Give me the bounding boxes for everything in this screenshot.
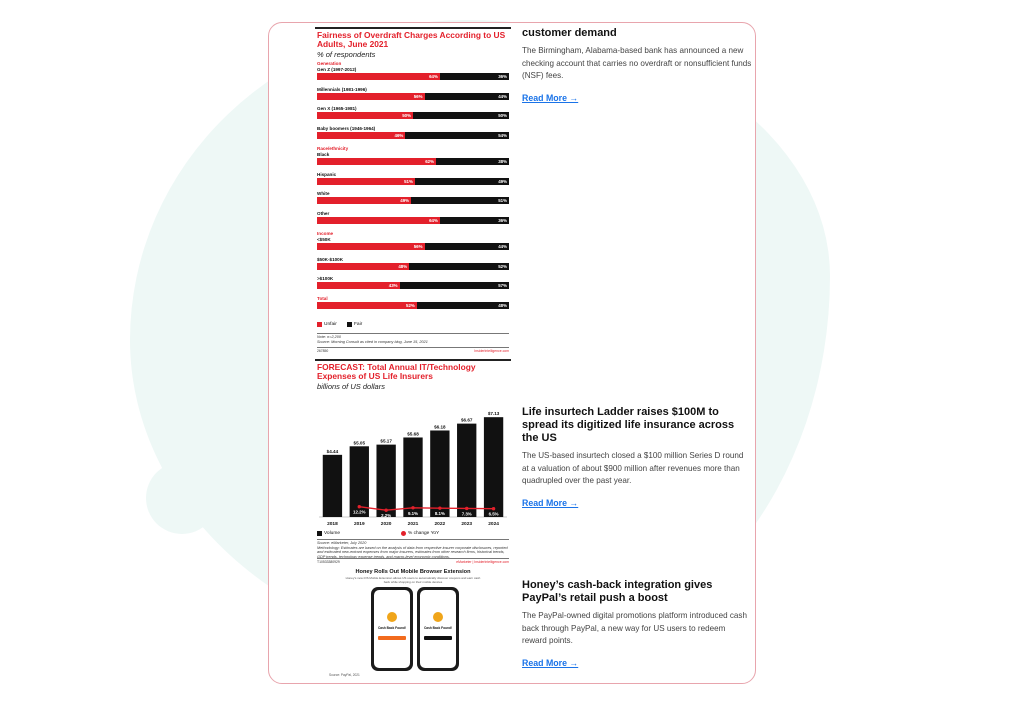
chart1-bar-row [317,158,509,165]
chart1-source: Source: Morning Consult as cited in company blog, June 15, 2021 [317,339,428,344]
bar-fair: 48% [417,302,509,309]
chart1-group-label: Race/ethnicity [317,146,349,151]
bar-unfair: 56% [317,93,425,100]
legend-volume-label: Volume [324,531,340,536]
chart1-id: 267850 [317,349,329,353]
x-tick-label: 2019 [353,522,365,527]
x-tick-label: 2020 [380,522,392,527]
it-expenses-chart [315,359,511,559]
chart1-bar-row [317,132,509,139]
phone-right-card-text: Cash Back Found! [424,626,452,630]
volume-bar-label: $7.13 [487,411,500,417]
chart1-bar-row [317,178,509,185]
chart1-bar-row [317,263,509,270]
bar-unfair: 64% [317,217,440,224]
background-circle [146,462,218,534]
chart1-bar-row [317,282,509,289]
phone-mockup-left [371,587,413,671]
article-1 [522,27,752,106]
chart1-row-label: Black [317,152,330,157]
yoy-label: 2.2% [381,513,392,519]
phone-left-card-text: Cash Back Found! [378,626,406,630]
yoy-label: 6.5% [488,511,499,517]
x-tick-label: 2024 [488,522,499,527]
image3-title: Honey Rolls Out Mobile Browser Extension [355,569,471,575]
chart1-bar-row [317,93,509,100]
bar-unfair: 56% [317,243,425,250]
bar-fair: 38% [436,158,509,165]
chart2-note [317,539,509,559]
yoy-point [492,507,495,510]
volume-bar-label: $4.44 [326,448,339,454]
volume-bar-label: $6.67 [460,417,473,423]
chart2-plot [315,395,511,529]
bar-fair: 52% [409,263,509,270]
chart1-row-label: Baby boomers (1946-1964) [317,125,376,131]
chart1-brand: InsiderIntelligence.com [474,349,509,353]
chart1-row-label: White [317,191,330,197]
volume-bar-label: $5.17 [380,438,392,444]
legend-volume-swatch [317,531,322,536]
article-3-body: The PayPal-owned digital promotions platform introduced cash back through PayPal, a new way for US users to redeem reward points. [522,611,747,646]
legend-unfair-label: Unfair [324,322,337,327]
chart1-bar-row [317,217,509,224]
bar-unfair: 43% [317,282,400,289]
chart1-row-label: $50K-$100K [317,256,344,262]
chart2-methodology: Methodology: Estimates are based on the analysis of data from respective insurer corporate disclosures, reported and estimated new-entrant expenses from major insurers, estimates from other research firms, historical trends, GDP trends, technology expense trends, and macro-level economic conditions. [317,545,508,559]
bar-unfair: 62% [317,158,436,165]
bar-fair: 57% [400,282,509,289]
legend-yoy-label: % change YoY [408,531,440,536]
chart1-bars [315,61,511,321]
coin-icon [387,612,397,622]
volume-bar [403,437,422,517]
article-list-card [268,22,756,684]
chart1-group-label: Income [317,231,334,236]
chart1-group-label: Generation [317,61,342,66]
yoy-label: 7.3% [461,511,472,517]
volume-bar-label: $5.05 [353,440,366,446]
article-3 [522,579,752,671]
bar-unfair: 51% [317,178,415,185]
bar-fair: 54% [405,132,509,139]
chart1-row-label: Other [317,210,330,216]
bar-unfair: 49% [317,197,411,204]
volume-bar [430,430,449,517]
article-1-title[interactable]: customer demand [522,27,617,39]
legend-unfair-swatch [317,322,322,327]
article-3-title[interactable]: Honey’s cash-back integration gives PayPal’s retail push a boost [522,579,713,604]
article-1-body: The Birmingham, Alabama-based bank has announced a new checking account that carries no overdraft or nonsufficient funds (NSF) fees. [522,46,752,81]
bar-fair: 36% [440,217,509,224]
article-2-body: The US-based insurtech closed a $100 million Series D round at a valuation of about $900 million after revenues more than quadrupled over the past year. [522,451,744,486]
legend-fair [347,322,362,327]
bar-unfair: 52% [317,302,417,309]
volume-bar-label: $6.18 [434,424,446,430]
chart1-row-label: Gen Z (1997-2012) [317,67,357,72]
article-3-read-more-link[interactable]: Read More → [522,657,579,668]
bar-unfair: 48% [317,263,409,270]
chart1-footer [317,347,509,353]
chart1-bar-row [317,73,509,80]
legend-yoy-swatch [401,531,406,536]
article-1-read-more-link[interactable]: Read More → [522,92,579,103]
x-tick-label: 2023 [461,522,473,527]
legend-unfair [317,322,337,327]
yoy-point [465,507,468,510]
bar-fair: 50% [413,112,509,119]
chart1-note [317,333,509,344]
chart2-title: FORECAST: Total Annual IT/Technology Expenses of US Life Insurers [317,362,476,382]
chart1-title: Fairness of Overdraft Charges According to US Adults, June 2021 [317,30,506,50]
chart1-subtitle: % of respondents [317,50,376,60]
chart2-source: Source: eMarketer, July 2020 [317,541,367,545]
yoy-label: 12.2% [353,509,366,515]
x-tick-label: 2022 [434,522,446,527]
legend-fair-label: Fair [354,322,363,327]
chart1-row-label: >$100K [317,276,334,282]
chart1-group-label: Total [317,296,328,302]
bar-unfair: 46% [317,132,405,139]
chart1-bar-row [317,243,509,250]
volume-bar-label: $5.68 [407,431,419,437]
left-image-column [315,23,511,684]
yoy-point [438,506,441,509]
chart1-row-label: Hispanic [317,171,337,177]
chart1-bar-row [317,197,509,204]
phone-right-button [424,636,452,640]
chart1-bar-row [317,302,509,309]
chart2-footer [317,558,509,564]
article-2-read-more-link[interactable]: Read More → [522,497,579,508]
chart1-row-label: Millennials (1981-1996) [317,86,367,92]
honey-extension-image [315,567,511,679]
chart2-id: T10533380929 [317,560,340,564]
chart2-subtitle: billions of US dollars [317,382,385,392]
chart1-row-label: <$50K [317,237,331,242]
overdraft-fairness-chart [315,27,511,355]
volume-bar [376,445,395,517]
legend-fair-swatch [347,322,352,327]
image3-source: Source: PayPal, 2021 [329,673,360,677]
phone-left-button [378,636,406,640]
x-tick-label: 2018 [327,522,338,527]
chart1-note-text: Note: n=2,200 [317,335,341,339]
phone-mockup-right [417,587,459,671]
yoy-label: 9.1% [407,510,419,516]
chart1-bar-row [317,112,509,119]
chart1-row-label: Gen X (1965-1981) [317,106,357,112]
yoy-label: 8.1% [434,511,445,517]
article-2-title[interactable]: Life insurtech Ladder raises $100M to spread its digitized life insurance across the US [522,406,735,444]
yoy-point [411,506,414,509]
legend-volume [317,531,340,536]
volume-bar [323,455,342,517]
volume-bar [484,417,503,517]
bar-unfair: 50% [317,112,413,119]
volume-bar [457,424,476,517]
yoy-point [384,509,387,512]
bar-unfair: 64% [317,73,440,80]
article-2 [522,406,752,511]
image3-subtitle: Honey's new iOS Mobile Extension allows US users to automatically discover coupons and earn cash back while shopping on their mobile devices [345,576,481,584]
coin-icon [433,612,443,622]
bar-fair: 44% [425,243,509,250]
yoy-point [358,505,361,508]
bar-fair: 51% [411,197,509,204]
x-tick-label: 2021 [407,522,419,527]
bar-fair: 49% [415,178,509,185]
bar-fair: 36% [440,73,509,80]
legend-yoy [401,531,439,536]
bar-fair: 44% [425,93,509,100]
chart2-brand: eMarketer | InsiderIntelligence.com [456,560,509,564]
